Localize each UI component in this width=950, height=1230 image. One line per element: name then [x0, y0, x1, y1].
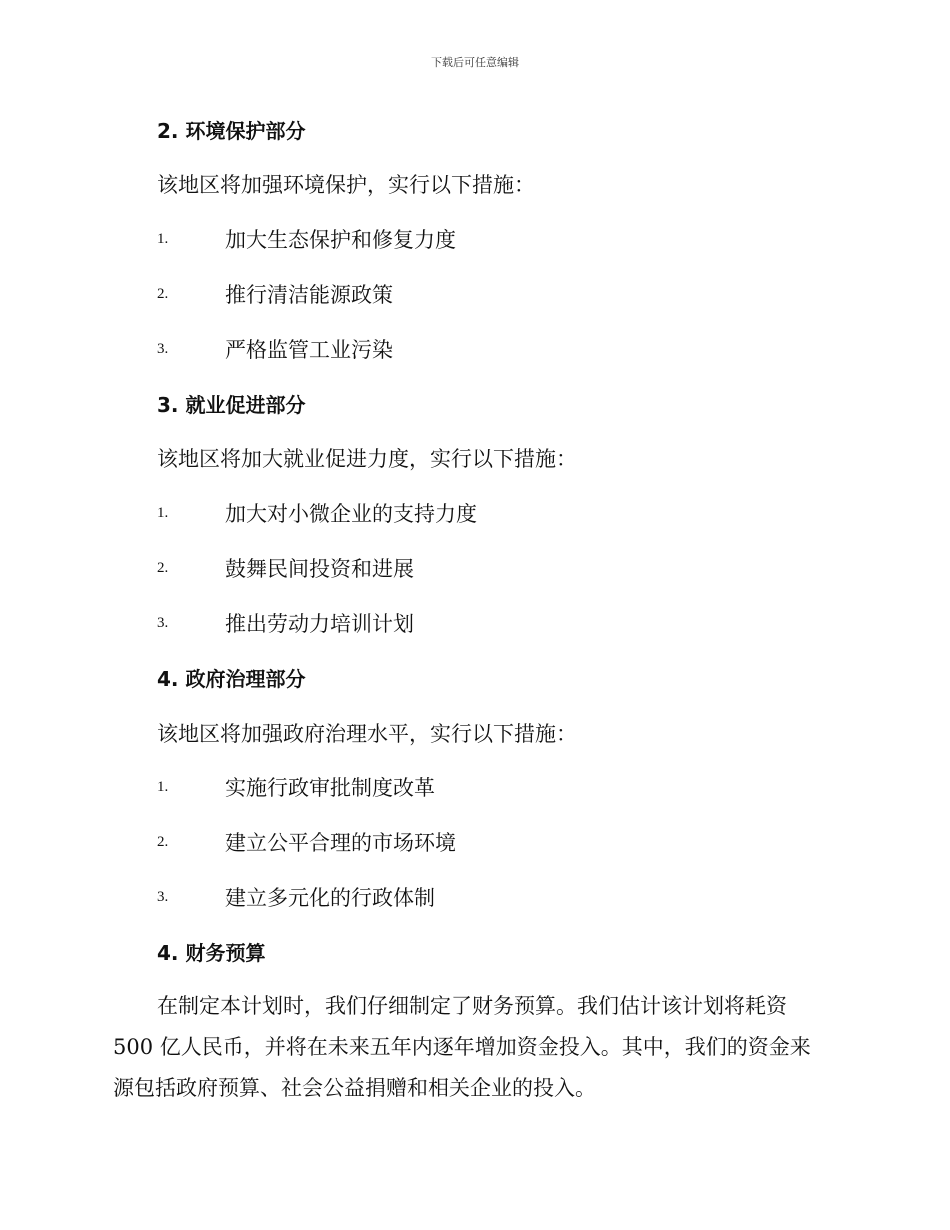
- section-heading-environment: 2. 环境保护部分: [157, 119, 306, 143]
- list-item-number: 1.: [157, 231, 169, 247]
- list-item-number: 1.: [157, 505, 169, 521]
- list-item-number: 2.: [157, 834, 169, 850]
- paragraph-line: 500 亿人民币，并将在未来五年内逐年增加资金投入。其中，我们的资金来: [113, 1035, 811, 1059]
- section-intro-governance: 该地区将加强政府治理水平，实行以下措施：: [157, 722, 577, 746]
- section-intro-employment: 该地区将加大就业促进力度，实行以下措施：: [157, 447, 577, 471]
- list-item-text: 鼓舞民间投资和进展: [225, 557, 414, 581]
- section-heading-governance: 4. 政府治理部分: [157, 667, 306, 691]
- list-item-number: 1.: [157, 779, 169, 795]
- list-item-text: 加大对小微企业的支持力度: [225, 502, 477, 526]
- section-heading-employment: 3. 就业促进部分: [157, 393, 306, 417]
- list-item-number: 3.: [157, 341, 169, 357]
- section-heading-budget: 4. 财务预算: [157, 941, 266, 965]
- list-item-text: 严格监管工业污染: [225, 338, 393, 362]
- paragraph-line: 在制定本计划时，我们仔细制定了财务预算。我们估计该计划将耗资: [157, 994, 787, 1018]
- list-item-number: 2.: [157, 560, 169, 576]
- list-item-text: 建立多元化的行政体制: [225, 886, 435, 910]
- list-item-number: 2.: [157, 286, 169, 302]
- paragraph-line: 源包括政府预算、社会公益捐赠和相关企业的投入。: [113, 1076, 596, 1100]
- list-item-number: 3.: [157, 889, 169, 905]
- list-item-text: 建立公平合理的市场环境: [225, 831, 456, 855]
- list-item-text: 加大生态保护和修复力度: [225, 228, 456, 252]
- list-item-text: 推行清洁能源政策: [225, 283, 393, 307]
- list-item-text: 实施行政审批制度改革: [225, 776, 435, 800]
- page-header: 下载后可任意编辑: [431, 56, 519, 69]
- section-intro-environment: 该地区将加强环境保护，实行以下措施：: [157, 173, 535, 197]
- budget-paragraph: [113, 986, 833, 1109]
- list-item-text: 推出劳动力培训计划: [225, 612, 414, 636]
- list-item-number: 3.: [157, 615, 169, 631]
